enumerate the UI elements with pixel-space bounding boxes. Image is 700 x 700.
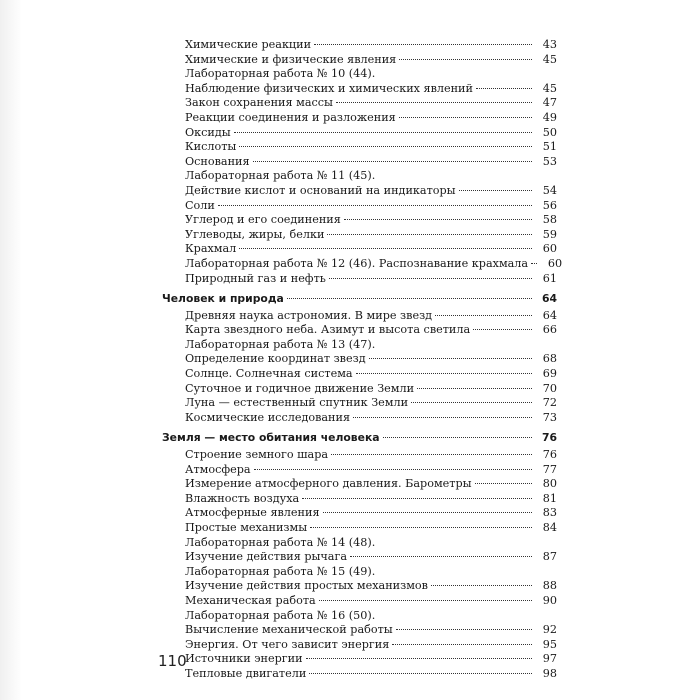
toc-entry-title: Луна — естественный спутник Земли (185, 396, 409, 410)
toc-entry (162, 448, 557, 463)
toc-entry (162, 565, 557, 580)
dot-leader (344, 219, 532, 220)
toc-entry (162, 506, 557, 521)
toc-entry (162, 338, 557, 353)
toc-entry-page: 43 (542, 38, 557, 51)
toc-entry-page: 68 (542, 352, 557, 366)
toc-entry-title: Тепловые двигатели (185, 666, 307, 680)
toc-entry-title: Кислоты (185, 140, 237, 154)
toc-entry-page: 88 (542, 579, 557, 593)
toc-entry-page: 66 (542, 323, 557, 337)
toc-entry-title: Лабораторная работа № 13 (47). (185, 337, 376, 351)
dot-leader (239, 146, 532, 147)
toc-entry (162, 67, 557, 82)
toc-entry-title: Солнце. Солнечная система (185, 367, 353, 381)
dot-leader (473, 329, 532, 330)
toc-entry (162, 652, 557, 667)
toc-entry (162, 492, 557, 507)
toc-entry-title: Атмосферные явления (185, 506, 320, 520)
toc-entry-page: 49 (542, 110, 557, 124)
toc-entry-page: 56 (542, 198, 557, 212)
toc-entry-page: 64 (542, 308, 557, 322)
toc-entry-page: 76 (541, 431, 557, 445)
toc-entry (162, 521, 557, 536)
toc-entry-title: Соли (185, 198, 215, 212)
toc-entry-page: 90 (542, 593, 557, 607)
toc-entry (162, 155, 557, 170)
toc-entry (162, 463, 557, 478)
toc-entry-title: Влажность воздуха (185, 491, 300, 505)
dot-leader (329, 278, 532, 279)
toc-entry (162, 352, 557, 367)
dot-leader (417, 388, 532, 389)
toc-entry-title: Основания (185, 154, 250, 168)
toc-entry-title: Атмосфера (185, 462, 251, 476)
toc-entry-title: Карта звездного неба. Азимут и высота светила (185, 323, 471, 337)
toc-entry (162, 96, 557, 111)
toc-entry-page: 59 (542, 227, 557, 241)
toc-section-heading (162, 292, 557, 307)
toc-entry (162, 272, 557, 287)
toc-entry-title: Природный газ и нефть (185, 271, 326, 285)
dot-leader (435, 315, 532, 316)
toc-entry (162, 367, 557, 382)
dot-leader (383, 437, 532, 438)
toc-entry-title: Изучение действия простых механизмов (185, 579, 428, 593)
toc-entry (162, 111, 557, 126)
toc-entry-page: 72 (542, 396, 557, 410)
toc-entry-page: 60 (542, 242, 557, 256)
dot-leader (476, 88, 532, 89)
dot-leader (399, 117, 532, 118)
toc-entry-title: Углерод и его соединения (185, 213, 341, 227)
dot-leader (396, 629, 532, 630)
toc-entry-title: Механическая работа (185, 593, 316, 607)
toc-entry-page: 45 (542, 81, 557, 95)
toc-entry-title: Изучение действия рычага (185, 550, 348, 564)
toc-entry-page: 51 (542, 140, 557, 154)
toc-entry-title: Химические реакции (185, 38, 312, 51)
toc-entry-page: 70 (542, 381, 557, 395)
dot-leader (475, 483, 532, 484)
toc-entry-title: Реакции соединения и разложения (185, 110, 396, 124)
toc-entry (162, 213, 557, 228)
toc-entry (162, 126, 557, 141)
toc-entry-title: Определение координат звезд (185, 352, 366, 366)
toc-entry (162, 623, 557, 638)
toc-entry-page: 76 (542, 448, 557, 462)
dot-leader (336, 102, 532, 103)
toc-entry (162, 382, 557, 397)
dot-leader (254, 469, 532, 470)
toc-entry-page: 77 (542, 462, 557, 476)
toc-entry-page: 83 (542, 506, 557, 520)
toc-entry-page: 60 (547, 256, 563, 270)
toc-entry (162, 638, 557, 653)
dot-leader (392, 644, 532, 645)
toc-entry-title: Лабораторная работа № 16 (50). (185, 608, 376, 622)
toc-entry-page: 64 (541, 292, 557, 306)
dot-leader (331, 454, 532, 455)
toc-entry-title: Лабораторная работа № 15 (49). (185, 564, 376, 578)
dot-leader (310, 527, 532, 528)
toc-entry-title: Лабораторная работа № 12 (46). Распознавание крахмала (185, 256, 529, 270)
toc-entry (162, 667, 557, 682)
toc-section-heading (162, 431, 557, 446)
dot-leader (350, 556, 532, 557)
toc-entry (162, 184, 557, 199)
toc-entry-page: 61 (542, 271, 557, 285)
toc-entry-page: 87 (542, 550, 557, 564)
toc-entry-title: Измерение атмосферного давления. Барометры (185, 477, 472, 491)
dot-leader (234, 132, 532, 133)
toc-entry-page: 92 (542, 623, 557, 637)
dot-leader (411, 402, 532, 403)
toc-entry-title: Действие кислот и оснований на индикаторы (185, 183, 456, 197)
dot-leader (287, 298, 532, 299)
toc-entry-page: 47 (542, 96, 557, 110)
toc-entry-title: Лабораторная работа № 14 (48). (185, 535, 376, 549)
toc-entry (162, 309, 557, 324)
toc-entry (162, 169, 557, 184)
page-edge-shadow (0, 0, 22, 700)
toc-entry (162, 53, 557, 68)
toc-entry (162, 256, 563, 272)
toc-entry (162, 609, 557, 624)
toc-entry-title: Вычисление механической работы (185, 623, 393, 637)
toc-entry-title: Оксиды (185, 125, 231, 139)
toc-entry (162, 411, 557, 426)
toc-entry-page: 81 (542, 491, 557, 505)
dot-leader (314, 44, 532, 45)
toc-entry-title: Источники энергии (185, 652, 303, 666)
toc-entry-title: Крахмал (185, 242, 237, 256)
toc-entry-title: Космические исследования (185, 410, 351, 424)
toc-entry-title: Земля — место обитания человека (162, 431, 380, 445)
toc-entry-title: Суточное и годичное движение Земли (185, 381, 415, 395)
dot-leader (356, 373, 532, 374)
toc-entry-page: 54 (542, 183, 557, 197)
toc-entry (162, 38, 557, 53)
dot-leader (253, 161, 532, 162)
toc-entry-title: Химические и физические явления (185, 52, 397, 66)
dot-leader (459, 190, 532, 191)
table-of-contents (162, 38, 563, 682)
page-number: 110 (158, 652, 187, 670)
dot-leader (302, 498, 532, 499)
toc-entry (162, 323, 557, 338)
toc-entry (162, 594, 557, 609)
toc-entry-title: Лабораторная работа № 10 (44). (185, 67, 376, 81)
dot-leader (327, 234, 532, 235)
toc-entry-page: 69 (542, 367, 557, 381)
toc-entry-page: 73 (542, 410, 557, 424)
toc-entry-page: 95 (542, 637, 557, 651)
toc-entry (162, 536, 557, 551)
dot-leader (309, 673, 532, 674)
dot-leader (399, 59, 532, 60)
toc-entry-page: 45 (542, 52, 557, 66)
dot-leader (431, 585, 532, 586)
dot-leader (218, 205, 532, 206)
toc-entry (162, 140, 557, 155)
toc-entry-title: Лабораторная работа № 11 (45). (185, 169, 376, 183)
toc-entry-page: 50 (542, 125, 557, 139)
toc-entry-title: Строение земного шара (185, 448, 329, 462)
toc-entry-page: 84 (542, 521, 557, 534)
toc-entry (162, 550, 557, 565)
dot-leader (239, 248, 532, 249)
toc-entry (162, 82, 557, 97)
toc-entry-title: Простые механизмы (185, 521, 308, 534)
toc-entry (162, 199, 557, 214)
toc-entry-page: 80 (542, 477, 557, 491)
toc-entry (162, 242, 557, 257)
toc-entry (162, 396, 557, 411)
toc-entry-title: Наблюдение физических и химических явлений (185, 81, 473, 95)
toc-entry-page: 58 (542, 213, 557, 227)
toc-entry-page: 97 (542, 652, 557, 666)
toc-entry-title: Закон сохранения массы (185, 96, 333, 110)
dot-leader (323, 512, 533, 513)
dot-leader (306, 658, 532, 659)
dot-leader (369, 358, 532, 359)
dot-leader (319, 600, 532, 601)
toc-entry (162, 228, 557, 243)
toc-entry-page: 98 (542, 666, 557, 680)
toc-entry-title: Человек и природа (162, 292, 284, 306)
toc-entry-page: 53 (542, 154, 557, 168)
toc-entry-title: Энергия. От чего зависит энергия (185, 637, 390, 651)
toc-entry (162, 579, 557, 594)
toc-entry-title: Древняя наука астрономия. В мире звезд (185, 308, 433, 322)
dot-leader (353, 417, 532, 418)
toc-entry (162, 477, 557, 492)
toc-entry-title: Углеводы, жиры, белки (185, 227, 325, 241)
dot-leader (531, 263, 537, 264)
